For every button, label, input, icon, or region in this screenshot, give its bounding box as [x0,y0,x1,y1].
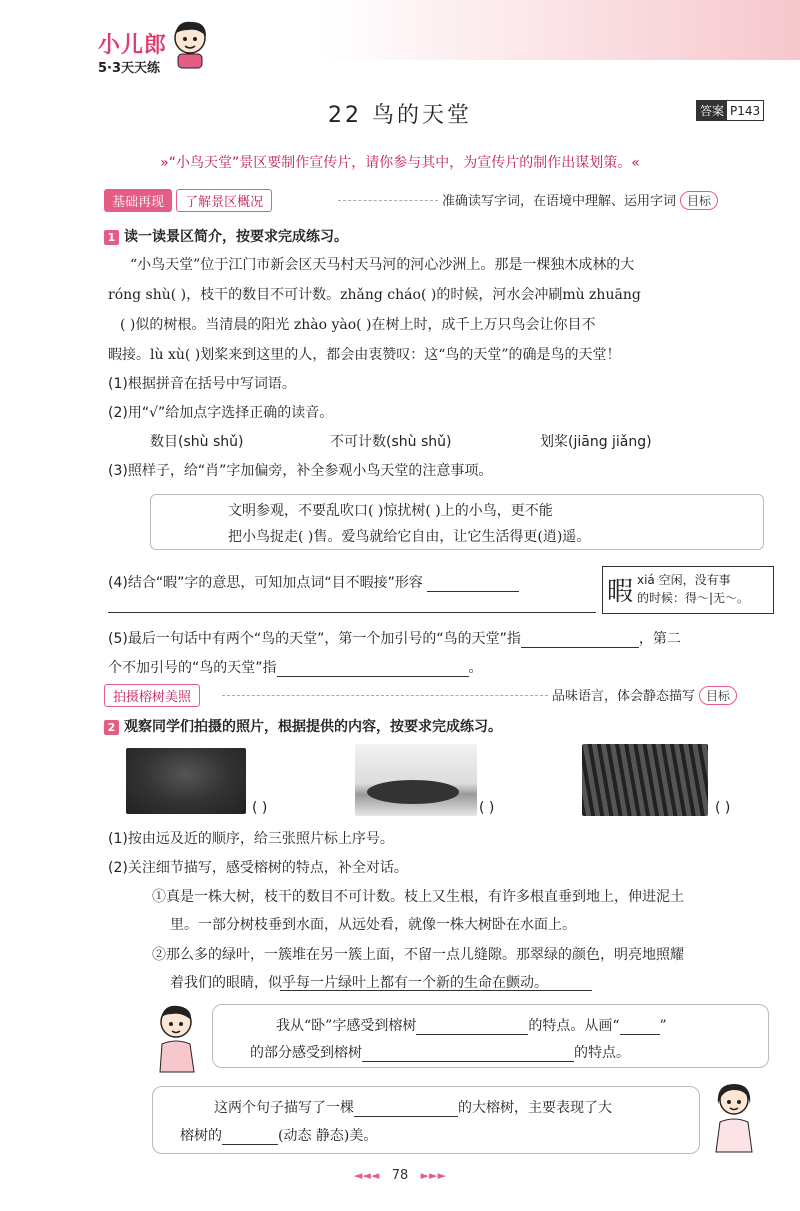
q1-sub3: (3)照样子，给“肖”字加偏旁，补全参观小鸟天堂的注意事项。 [108,463,493,479]
q1-sub5-blank2[interactable] [277,662,469,677]
answer-label: 答案 [697,101,727,120]
bubble1-text-d: 的部分感受到榕树 [250,1045,362,1061]
xia-definition-box [602,566,774,614]
boy-student-icon [150,1002,206,1074]
xia-def-line1: xiá 空闲，没有事 [637,573,731,587]
section1-sub: 了解景区概况 [176,189,272,212]
q1-sub4-blank[interactable] [427,577,519,592]
q1-sub1: (1)根据拼音在括号中写词语。 [108,376,296,392]
q1-sub5-text-c: 个不加引号的“鸟的天堂”指 [108,660,277,676]
page-title: 22 鸟的天堂 [328,103,472,128]
section1-tag: 基础再现 [104,189,172,212]
divider [338,200,438,201]
xia-definition [637,571,749,607]
answer-page: P143 [730,104,761,118]
q1-sub5-text-a: (5)最后一句话中有两个“鸟的天堂”，第一个加引号的“鸟的天堂”指 [108,631,521,647]
q2-title-text: 观察同学们拍摄的照片，根据提供的内容，按要求完成练习。 [124,719,502,735]
bubble1-blank3[interactable] [362,1047,574,1062]
brand-bottom: 5·3天天练 [98,61,161,76]
q1-sub3-box-line2: 把小鸟捉走( )售。爱鸟就给它自由，让它生活得更(逍)遥。 [228,529,591,545]
xia-def-line2: 的时候：得～|无～。 [637,591,750,605]
q1-sub4-blank-line2[interactable] [108,612,596,613]
section1-goal-text: 准确读写字词，在语境中理解、运用字词 [442,194,677,209]
q1-para-line4: 暇接。lù xù( )划桨来到这里的人，都会由衷赞叹：这“鸟的天堂”的确是鸟的天堂！ [108,347,621,363]
bubble1-blank1[interactable] [416,1020,528,1035]
mascot-top-icon [168,18,214,70]
brand-top: 小儿郎 [98,33,168,58]
q1-sub4-text: (4)结合“暇”字的意思，可知加点词“目不暇接”形容 [108,575,423,591]
brand-logo [98,28,167,76]
q2-clue1-line1: ①真是一株大树，枝干的数目不可计数。枝上又生根，有许多根直垂到地上，伸进泥土 [152,889,684,905]
answer-ref [696,100,764,121]
q2-clue1-line2: 里。一部分树枝垂到水面，从远处看，就像一株大树卧在水面上。 [170,917,576,933]
q1-sub2-option-a: 数目(shù shǔ) [150,434,244,450]
section1-bar [104,189,272,211]
section2-tag: 拍摄榕树美照 [104,684,200,707]
bubble2-text-a: 这两个句子描写了一棵 [214,1100,354,1116]
bubble1-text-a: 我从“卧”字感受到榕树 [276,1018,417,1034]
bubble2-line2 [180,1125,377,1145]
divider [222,695,548,696]
page-number-footer [0,1168,800,1183]
q1-sub2-option-b: 不可计数(shù shǔ) [330,434,452,450]
q1-sub2: (2)用“√”给加点字选择正确的读音。 [108,405,334,421]
bubble1-blank2[interactable] [620,1020,660,1035]
photo-banyan-1 [126,748,246,814]
q1-sub5-line1 [108,628,681,648]
page-number: 78 [391,1168,409,1183]
q2-number: 2 [104,720,119,735]
q1-sub5-text-b: ，第二 [638,631,681,647]
xia-char: 暇 [607,577,634,607]
q1-sub3-box-line1: 文明参观，不要乱吹口( )惊扰树( )上的小鸟，更不能 [228,503,553,519]
bubble1-line2 [250,1042,630,1062]
q1-number: 1 [104,230,119,245]
q1-title-text: 读一读景区简介，按要求完成练习。 [124,229,348,245]
bubble2-blank2[interactable] [222,1130,278,1145]
q1-sub5-line2 [108,657,483,677]
section1-goal [442,190,718,210]
q2-sub2: (2)关注细节描写，感受榕树的特点，补全对话。 [108,860,408,876]
q1-para-line1: “小鸟天堂”位于江门市新会区天马村天马河的河心沙洲上。那是一棵独木成林的大 [130,257,635,273]
bubble1-line1 [276,1015,667,1035]
q1-para-line3: ( )似的树根。当清晨的阳光 zhào yào( )在树上时，成千上万只鸟会让你目不 [120,317,596,333]
section2-goal [552,685,737,705]
q2-sub1: (1)按由远及近的顺序，给三张照片标上序号。 [108,831,394,847]
photo-banyan-3 [582,744,708,816]
section2-goal-text: 品味语言，体会静态描写 [552,689,696,704]
bubble1-text-e: 的特点。 [574,1045,630,1061]
section2-bar [104,684,200,706]
bubble2-text-c: 榕树的 [180,1128,222,1144]
q1-sub5-text-d: 。 [468,660,483,676]
q1-sub5-blank1[interactable] [521,633,639,648]
page-right-arrows: ►►► [420,1169,447,1182]
q2-clue2-line2: 着我们的眼睛，似乎每一片绿叶上都有一个新的生命在颤动。 [170,975,548,991]
photo2-answer[interactable]: ( ) [479,800,495,816]
intro-text: »“小鸟天堂”景区要制作宣传片，请你参与其中，为宣传片的制作出谋划策。« [160,155,640,171]
page-left-arrows: ◄◄◄ [353,1169,380,1182]
photo-banyan-2 [355,744,477,816]
q2-title [104,716,502,736]
island-icon [355,744,477,816]
bubble2-blank1[interactable] [354,1102,458,1117]
photo3-answer[interactable]: ( ) [715,800,731,816]
q2-clue2-line1: ②那么多的绿叶，一簇堆在另一簇上面，不留一点儿缝隙。那翠绿的颜色，明亮地照耀 [152,947,684,963]
girl-student-icon [704,1080,764,1154]
q1-sub2-option-c: 划桨(jiāng jiǎng) [540,434,652,450]
bubble2-line1 [214,1097,612,1117]
underline-mark [280,990,592,991]
q1-sub4 [108,572,519,592]
q1-para-line2: róng shù( )，枝干的数目不可计数。zhǎng cháo( )的时候，河水会冲刷mù zhuāng [108,287,641,303]
section1-goal-badge: 目标 [680,191,718,210]
bubble2-text-b: 的大榕树，主要表现了大 [458,1100,612,1116]
q1-title [104,226,348,246]
bubble2-text-d: (动态 静态)美。 [278,1128,378,1144]
photo1-answer[interactable]: ( ) [252,800,268,816]
bubble1-text-c: ” [659,1018,667,1034]
section2-goal-badge: 目标 [699,686,737,705]
bubble1-text-b: 的特点。从画“ [528,1018,620,1034]
